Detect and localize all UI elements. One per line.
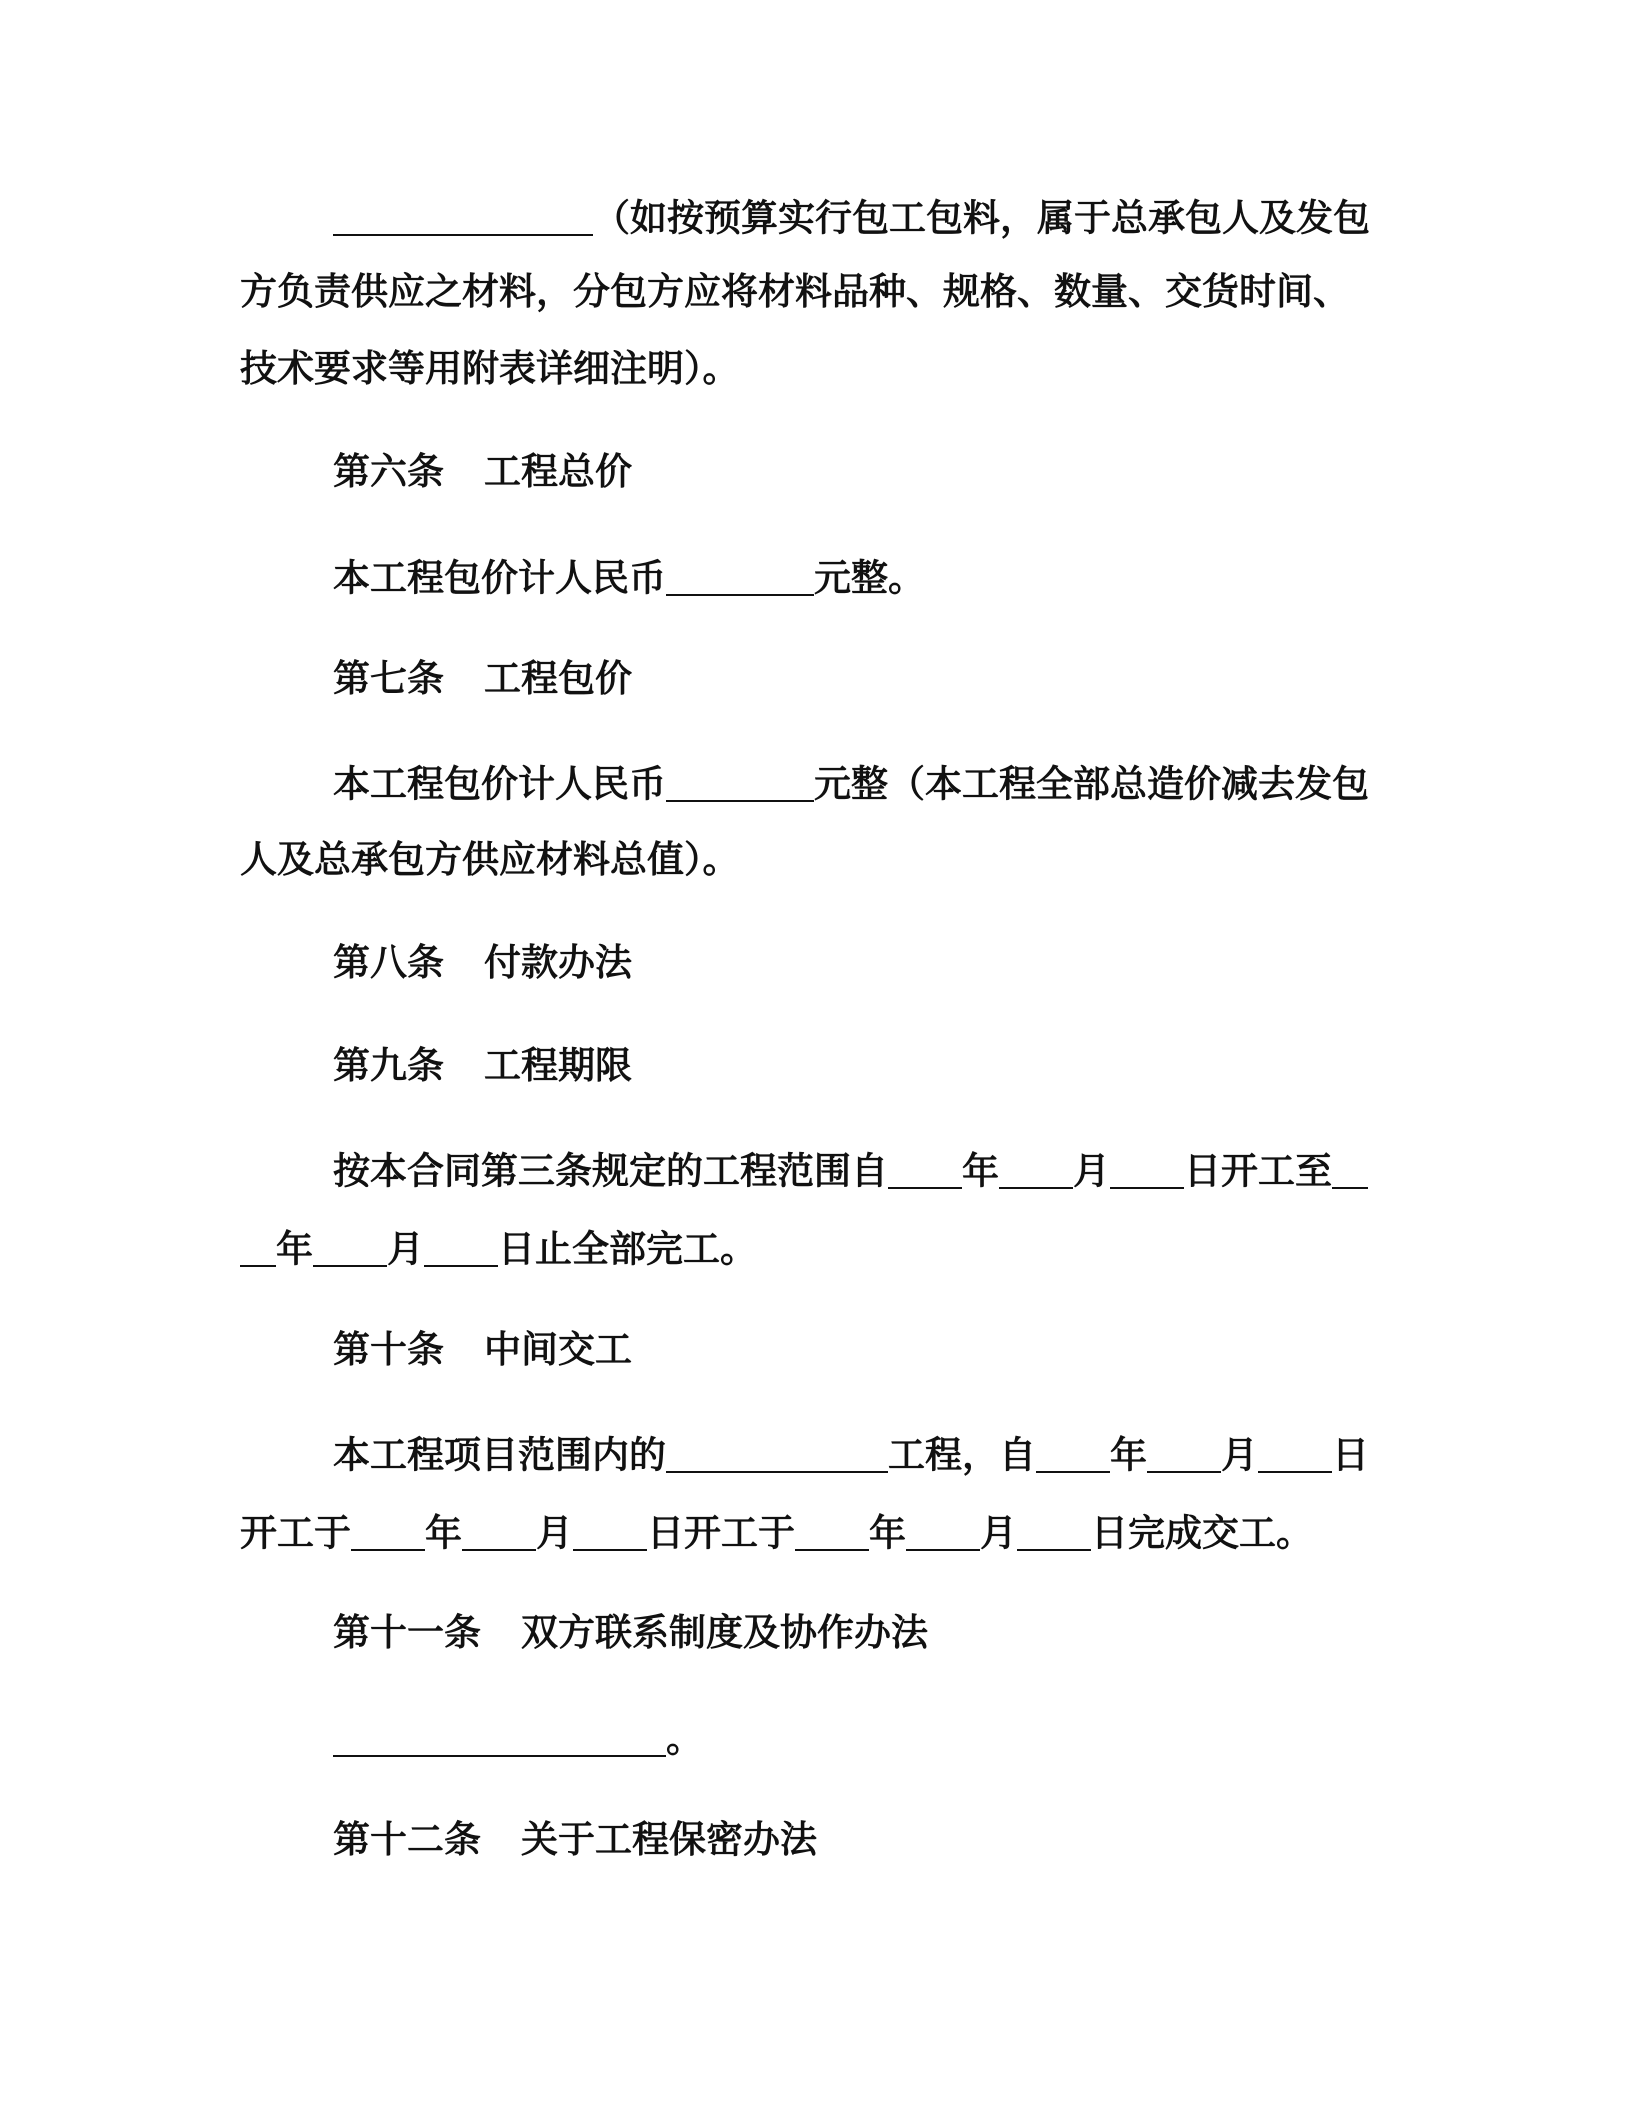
fill-blank bbox=[240, 1228, 276, 1267]
text: 技术要求等用附表详细注明）。 bbox=[240, 347, 740, 390]
fill-blank bbox=[1258, 1434, 1332, 1473]
paragraph-line bbox=[333, 1433, 1369, 1477]
text: 本工程项目范围内的 bbox=[333, 1433, 666, 1477]
text: 元整。 bbox=[814, 556, 925, 600]
text: 月 bbox=[387, 1227, 424, 1271]
text: 月 bbox=[1073, 1149, 1110, 1193]
text: 日 bbox=[1332, 1433, 1369, 1477]
paragraph-line bbox=[240, 838, 740, 881]
article-number: 第九条 bbox=[333, 1044, 444, 1087]
fill-blank bbox=[1332, 1150, 1368, 1189]
article-number: 第六条 bbox=[333, 450, 444, 493]
article-heading bbox=[333, 1328, 632, 1371]
article-title: 工程期限 bbox=[484, 1044, 632, 1087]
text: 人及总承包方供应材料总值）。 bbox=[240, 838, 740, 881]
text: 年 bbox=[869, 1511, 906, 1555]
fill-blank bbox=[424, 1228, 498, 1267]
fill-blank bbox=[462, 1512, 536, 1551]
paragraph-line bbox=[333, 1717, 703, 1761]
fill-blank bbox=[888, 1150, 962, 1189]
paragraph-line bbox=[240, 1227, 757, 1271]
text: 年 bbox=[962, 1149, 999, 1193]
article-heading bbox=[333, 450, 632, 493]
text: 年 bbox=[276, 1227, 313, 1271]
fill-blank bbox=[1110, 1150, 1184, 1189]
text: 。 bbox=[666, 1717, 703, 1761]
fill-blank bbox=[1017, 1512, 1091, 1551]
article-heading bbox=[333, 657, 632, 700]
text: 方负责供应之材料，分包方应将材料品种、规格、数量、交货时间、 bbox=[240, 270, 1350, 313]
article-heading bbox=[333, 1818, 817, 1861]
fill-blank bbox=[666, 1434, 888, 1473]
text: 元整（本工程全部总造价减去发包 bbox=[814, 762, 1369, 806]
text: 本工程包价计人民币 bbox=[333, 762, 666, 806]
text: 按本合同第三条规定的工程范围自 bbox=[333, 1149, 888, 1193]
fill-blank bbox=[333, 1718, 666, 1757]
article-heading bbox=[333, 941, 632, 984]
text: （如按预算实行包工包料，属于总承包人及发包 bbox=[593, 196, 1370, 240]
article-number: 第十一条 bbox=[333, 1611, 481, 1654]
paragraph-line bbox=[240, 270, 1350, 313]
article-number: 第七条 bbox=[333, 657, 444, 700]
fill-blank bbox=[1036, 1434, 1110, 1473]
text: 开工于 bbox=[240, 1511, 351, 1555]
article-title: 工程总价 bbox=[484, 450, 632, 493]
text: 工程，自 bbox=[888, 1433, 1036, 1477]
paragraph-line bbox=[333, 1149, 1368, 1193]
article-title: 付款办法 bbox=[484, 941, 632, 984]
text: 月 bbox=[536, 1511, 573, 1555]
paragraph-line bbox=[333, 762, 1369, 806]
fill-blank bbox=[795, 1512, 869, 1551]
article-title: 工程包价 bbox=[484, 657, 632, 700]
text: 日止全部完工。 bbox=[498, 1227, 757, 1271]
article-heading bbox=[333, 1044, 632, 1087]
fill-blank bbox=[906, 1512, 980, 1551]
fill-blank bbox=[333, 197, 593, 236]
paragraph-line bbox=[240, 1511, 1313, 1555]
text: 月 bbox=[1221, 1433, 1258, 1477]
fill-blank bbox=[1147, 1434, 1221, 1473]
article-number: 第八条 bbox=[333, 941, 444, 984]
text: 本工程包价计人民币 bbox=[333, 556, 666, 600]
paragraph-line bbox=[333, 196, 1370, 240]
article-title: 双方联系制度及协作办法 bbox=[521, 1611, 928, 1654]
fill-blank bbox=[573, 1512, 647, 1551]
fill-blank bbox=[351, 1512, 425, 1551]
text: 年 bbox=[425, 1511, 462, 1555]
text: 年 bbox=[1110, 1433, 1147, 1477]
text: 日完成交工。 bbox=[1091, 1511, 1313, 1555]
fill-blank bbox=[999, 1150, 1073, 1189]
article-heading bbox=[333, 1611, 928, 1654]
article-title: 中间交工 bbox=[484, 1328, 632, 1371]
paragraph-line bbox=[240, 347, 740, 390]
paragraph-line bbox=[333, 556, 925, 600]
fill-blank bbox=[313, 1228, 387, 1267]
text: 日开工至 bbox=[1184, 1149, 1332, 1193]
article-number: 第十条 bbox=[333, 1328, 444, 1371]
text: 月 bbox=[980, 1511, 1017, 1555]
article-title: 关于工程保密办法 bbox=[521, 1818, 817, 1861]
fill-blank bbox=[666, 557, 814, 596]
article-number: 第十二条 bbox=[333, 1818, 481, 1861]
text: 日开工于 bbox=[647, 1511, 795, 1555]
fill-blank bbox=[666, 763, 814, 802]
